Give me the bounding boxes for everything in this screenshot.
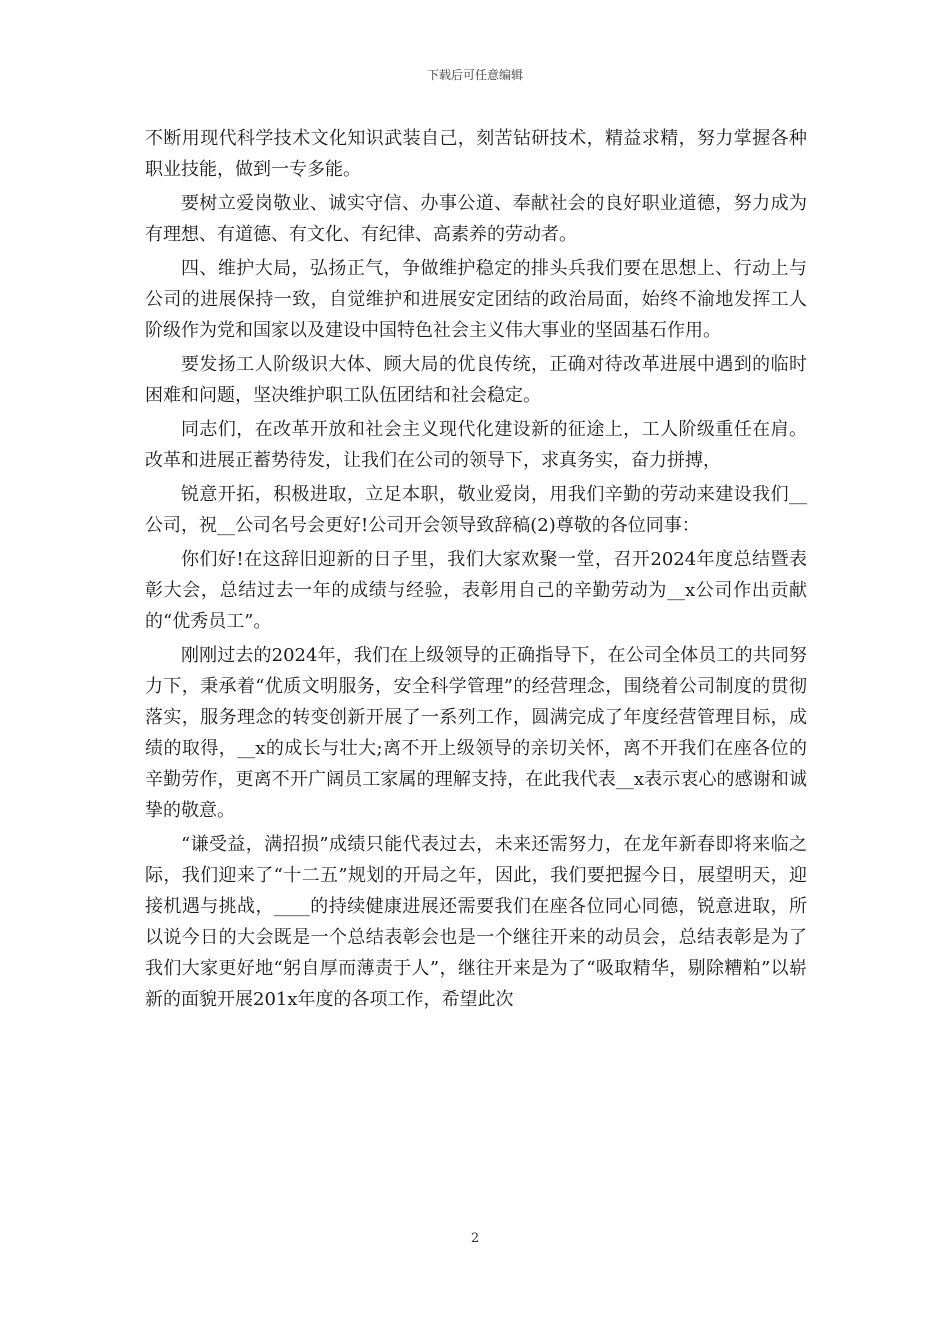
- document-body: [145, 123, 807, 1018]
- page-number: 2: [470, 1231, 480, 1246]
- paragraph: 你们好!在这辞旧迎新的日子里，我们大家欢聚一堂，召开2024年度总结暨表彰大会，总结过去一年的成绩与经验，表彰用自己的辛勤劳动为__x公司作出贡献的“优秀员工”。: [145, 549, 807, 632]
- paragraph: 要发扬工人阶级识大体、顾大局的优良传统，正确对待改革进展中遇到的临时困难和问题，坚决维护职工队伍团结和社会稳定。: [145, 354, 807, 406]
- paragraph: 四、维护大局，弘扬正气，争做维护稳定的排头兵我们要在思想上、行动上与公司的进展保持一致，自觉维护和进展安定团结的政治局面，始终不渝地发挥工人阶级作为党和国家以及建设中国特色社会主义伟大事业的坚固基石作用。: [145, 258, 807, 341]
- paragraph: 要树立爱岗敬业、诚实守信、办事公道、奉献社会的良好职业道德，努力成为有理想、有道德、有文化、有纪律、高素养的劳动者。: [145, 193, 807, 245]
- paragraph: 刚刚过去的2024年，我们在上级领导的正确指导下，在公司全体员工的共同努力下，秉承着“优质文明服务，安全科学管理”的经营理念，围绕着公司制度的贯彻落实，服务理念的转变创新开展了一系列工作，圆满完成了年度经营管理目标，成绩的取得，__x的成长与壮大;离不开上级领导的亲切关怀，离不开我们在座各位的辛勤劳作，更离不开广阔员工家属的理解支持，在此我代表__x表示衷心的感谢和诚挚的敬意。: [145, 645, 807, 821]
- paragraph: 不断用现代科学技术文化知识武装自己，刻苦钻研技术，精益求精，努力掌握各种职业技能，做到一专多能。: [145, 128, 807, 180]
- page-header: 下载后可任意编辑: [426, 68, 523, 82]
- paragraph: 同志们，在改革开放和社会主义现代化建设新的征途上，工人阶级重任在肩。改革和进展正蓄势待发，让我们在公司的领导下，求真务实，奋力拼搏，: [145, 419, 807, 471]
- paragraph: 锐意开拓，积极进取，立足本职，敬业爱岗，用我们辛勤的劳动来建设我们__公司，祝__公司名号会更好!公司开会领导致辞稿(2)尊敬的各位同事：: [145, 484, 807, 536]
- paragraph: “谦受益，满招损”成绩只能代表过去，未来还需努力，在龙年新春即将来临之际，我们迎来了“十二五”规划的开局之年，因此，我们要把握今日，展望明天，迎接机遇与挑战，____的持续健康进展还需要我们在座各位同心同德，锐意进取，所以说今日的大会既是一个总结表彰会也是一个继往开来的动员会，总结表彰是为了我们大家更好地“躬自厚而薄责于人”，继往开来是为了“吸取精华，剔除糟粕”以崭新的面貌开展201x年度的各项工作，希望此次: [145, 834, 807, 1010]
